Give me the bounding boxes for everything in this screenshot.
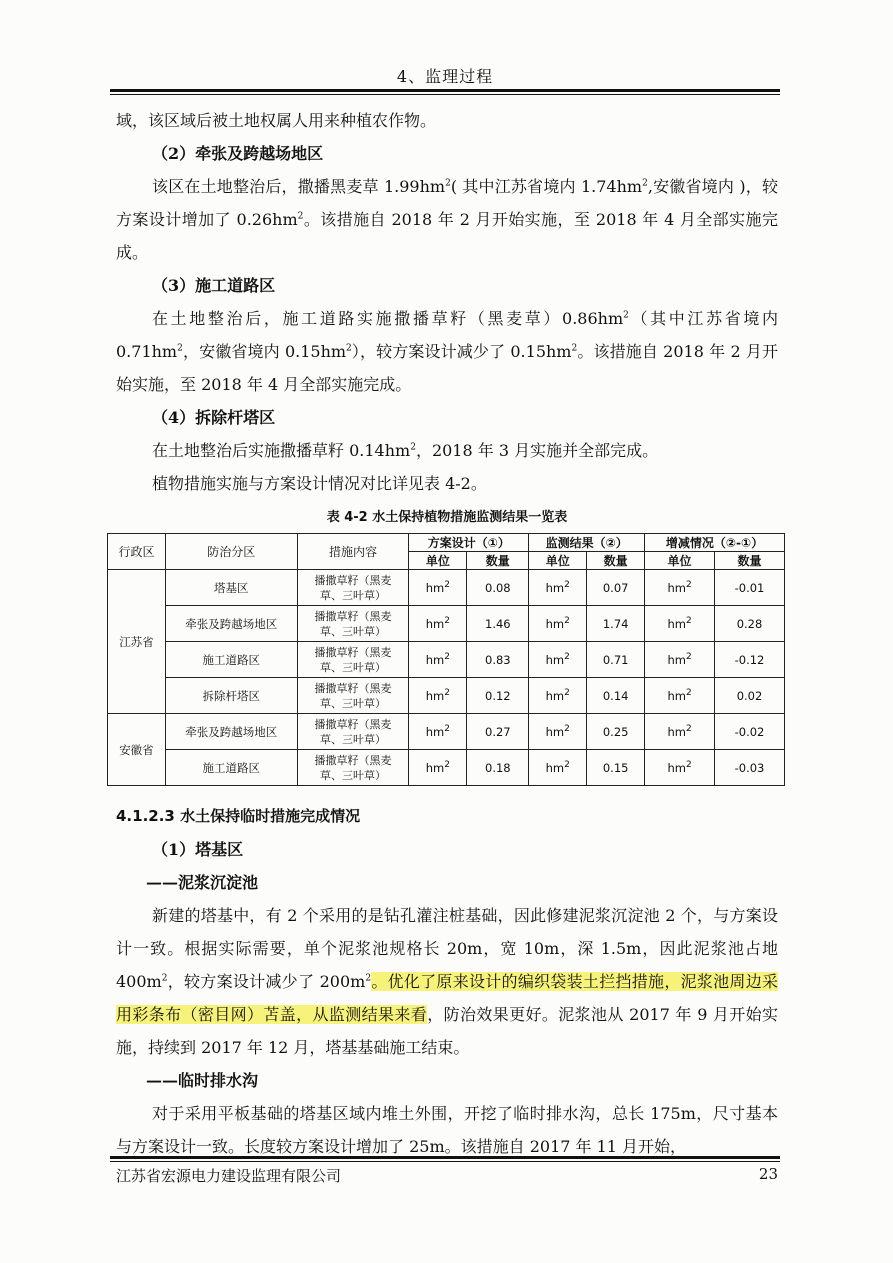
- unit-cell: $hm^2$: [645, 606, 715, 642]
- unit-cell: $hm^2$: [409, 750, 467, 786]
- unit-cell: $hm^2$: [529, 606, 587, 642]
- section-heading: 4.1.2.3 水土保持临时措施完成情况: [116, 807, 361, 825]
- measure-cell: 播撒草籽（黑麦 草、三叶草）: [297, 714, 409, 750]
- unit-cell: $hm^2$: [645, 678, 715, 714]
- qty-cell: 0.14: [587, 678, 645, 714]
- col-header-change: 增减情况（②-①）: [645, 534, 785, 552]
- region-cell: 江苏省: [108, 570, 166, 714]
- paragraph: 对于采用平板基础的塔基区域内堆土外围，开挖了临时排水沟，总长 175m，尺寸基本与方案设计一致。长度较方案设计增加了 25m。该措施自 2017 年 11 月开始，: [116, 1104, 778, 1156]
- paragraph: 在土地整治后实施撒播草籽 $0.14hm^2$，2018 年 3 月实施并全部完成。: [152, 441, 659, 460]
- col-header-plan: 方案设计（①）: [409, 534, 529, 552]
- zone-cell: 施工道路区: [165, 642, 297, 678]
- measure-cell: 播撒草籽（黑麦 草、三叶草）: [297, 642, 409, 678]
- table-row: [108, 714, 785, 750]
- monitoring-table: [107, 533, 785, 786]
- zone-cell: 塔基区: [165, 570, 297, 606]
- table-row: [108, 750, 785, 786]
- unit-cell: $hm^2$: [409, 714, 467, 750]
- zone-cell: 牵张及跨越场地区: [165, 606, 297, 642]
- unit-cell: $hm^2$: [645, 714, 715, 750]
- table-row: [108, 678, 785, 714]
- qty-cell: 0.25: [587, 714, 645, 750]
- unit-cell: $hm^2$: [409, 606, 467, 642]
- paragraph: 植物措施实施与方案设计情况对比详见表 4-2。: [152, 474, 487, 493]
- footer-rule-thick: [110, 1156, 780, 1159]
- qty-cell: 0.07: [587, 570, 645, 606]
- unit-cell: $hm^2$: [409, 678, 467, 714]
- measure-cell: 播撒草籽（黑麦 草、三叶草）: [297, 570, 409, 606]
- highlight: 。优化了原来设计的编织袋装土拦挡措施，泥浆池周边采用彩条布（密目网）苫盖，从监测结果来看: [116, 972, 778, 1024]
- qty-cell: 0.18: [467, 750, 529, 786]
- header-rule-thick: [110, 89, 780, 92]
- unit-cell: $hm^2$: [529, 642, 587, 678]
- qty-cell: 1.46: [467, 606, 529, 642]
- paragraph: 该区在土地整治后，撒播黑麦草 $1.99hm^2$( 其中江苏省境内 $1.74hm^2$,安徽省境内 )，较方案设计增加了 $0.26hm^2$。该措施自 2018 年 2 月开始实施，至 2018 年 4 月全部实施完成。: [116, 177, 778, 262]
- qty-cell: 0.12: [467, 678, 529, 714]
- col-header-unit: 单位: [409, 552, 467, 570]
- unit-cell: $hm^2$: [645, 642, 715, 678]
- dash-heading: ——泥浆沉淀池: [146, 873, 259, 892]
- subheading: （3）施工道路区: [152, 276, 276, 295]
- footer-company: 江苏省宏源电力建设监理有限公司: [116, 1167, 342, 1185]
- unit-cell: $hm^2$: [645, 750, 715, 786]
- col-header-qty: 数量: [715, 552, 785, 570]
- qty-cell: -0.02: [715, 714, 785, 750]
- footer-rule-thin: [110, 1161, 780, 1162]
- zone-cell: 拆除杆塔区: [165, 678, 297, 714]
- unit-cell: $hm^2$: [529, 750, 587, 786]
- dash-heading: ——临时排水沟: [146, 1071, 259, 1090]
- unit-cell: $hm^2$: [529, 678, 587, 714]
- paragraph: 新建的塔基中，有 2 个采用的是钻孔灌注桩基础，因此修建泥浆沉淀池 2 个，与方案设计一致。根据实际需要，单个泥浆池规格长 20m，宽 10m，深 1.5m，因此泥浆池占地 $400m^2$，较方案设计减少了 $200m^2$。优化了原来设计的编织袋装土拦挡措施，泥浆池周边采用彩条布（密目网）苫盖，从监测结果来看，防治效果更好。泥浆池从 2017 年 9 月开始实施，持续到 2017 年 12 月，塔基基础施工结束。: [116, 906, 778, 1057]
- zone-cell: 施工道路区: [165, 750, 297, 786]
- measure-cell: 播撒草籽（黑麦 草、三叶草）: [297, 750, 409, 786]
- page-header: 4、监理过程: [396, 67, 494, 86]
- qty-cell: 0.27: [467, 714, 529, 750]
- qty-cell: -0.12: [715, 642, 785, 678]
- qty-cell: 1.74: [587, 606, 645, 642]
- qty-cell: 0.08: [467, 570, 529, 606]
- col-header-unit: 单位: [529, 552, 587, 570]
- qty-cell: -0.03: [715, 750, 785, 786]
- paragraph: 在土地整治后，施工道路实施撒播草籽（黑麦草）$0.86hm^2$（其中江苏省境内 $0.71hm^2$，安徽省境内 $0.15hm^2$），较方案设计减少了 $0.15hm^2$。该措施自 2018 年 2 月开始实施，至 2018 年 4 月全部实施完成。: [116, 309, 778, 394]
- col-header-zone: 防治分区: [165, 534, 297, 570]
- zone-cell: 牵张及跨越场地区: [165, 714, 297, 750]
- qty-cell: 0.15: [587, 750, 645, 786]
- unit-cell: $hm^2$: [409, 570, 467, 606]
- measure-cell: 播撒草籽（黑麦 草、三叶草）: [297, 678, 409, 714]
- header-rule-thin: [110, 94, 780, 95]
- page-number: 23: [758, 1165, 778, 1183]
- table-row: [108, 570, 785, 606]
- col-header-monitor: 监测结果（②）: [529, 534, 645, 552]
- col-header-qty: 数量: [467, 552, 529, 570]
- col-header-qty: 数量: [587, 552, 645, 570]
- paragraph: 域，该区域后被土地权属人用来种植农作物。: [116, 111, 437, 130]
- qty-cell: 0.71: [587, 642, 645, 678]
- qty-cell: 0.02: [715, 678, 785, 714]
- table-caption: 表 4-2 水土保持植物措施监测结果一览表: [326, 510, 568, 525]
- qty-cell: 0.83: [467, 642, 529, 678]
- region-cell: 安徽省: [108, 714, 166, 786]
- qty-cell: 0.28: [715, 606, 785, 642]
- qty-cell: -0.01: [715, 570, 785, 606]
- unit-cell: $hm^2$: [529, 570, 587, 606]
- col-header-measure: 措施内容: [297, 534, 409, 570]
- unit-cell: $hm^2$: [645, 570, 715, 606]
- unit-cell: $hm^2$: [409, 642, 467, 678]
- col-header-unit: 单位: [645, 552, 715, 570]
- table-row: [108, 606, 785, 642]
- measure-cell: 播撒草籽（黑麦 草、三叶草）: [297, 606, 409, 642]
- subheading: （2）牵张及跨越场地区: [152, 144, 324, 163]
- subheading: （4）拆除杆塔区: [152, 408, 276, 427]
- unit-cell: $hm^2$: [529, 714, 587, 750]
- page-body: [116, 104, 778, 1163]
- subheading: （1）塔基区: [152, 840, 244, 859]
- col-header-region: 行政区: [108, 534, 166, 570]
- table-row: [108, 642, 785, 678]
